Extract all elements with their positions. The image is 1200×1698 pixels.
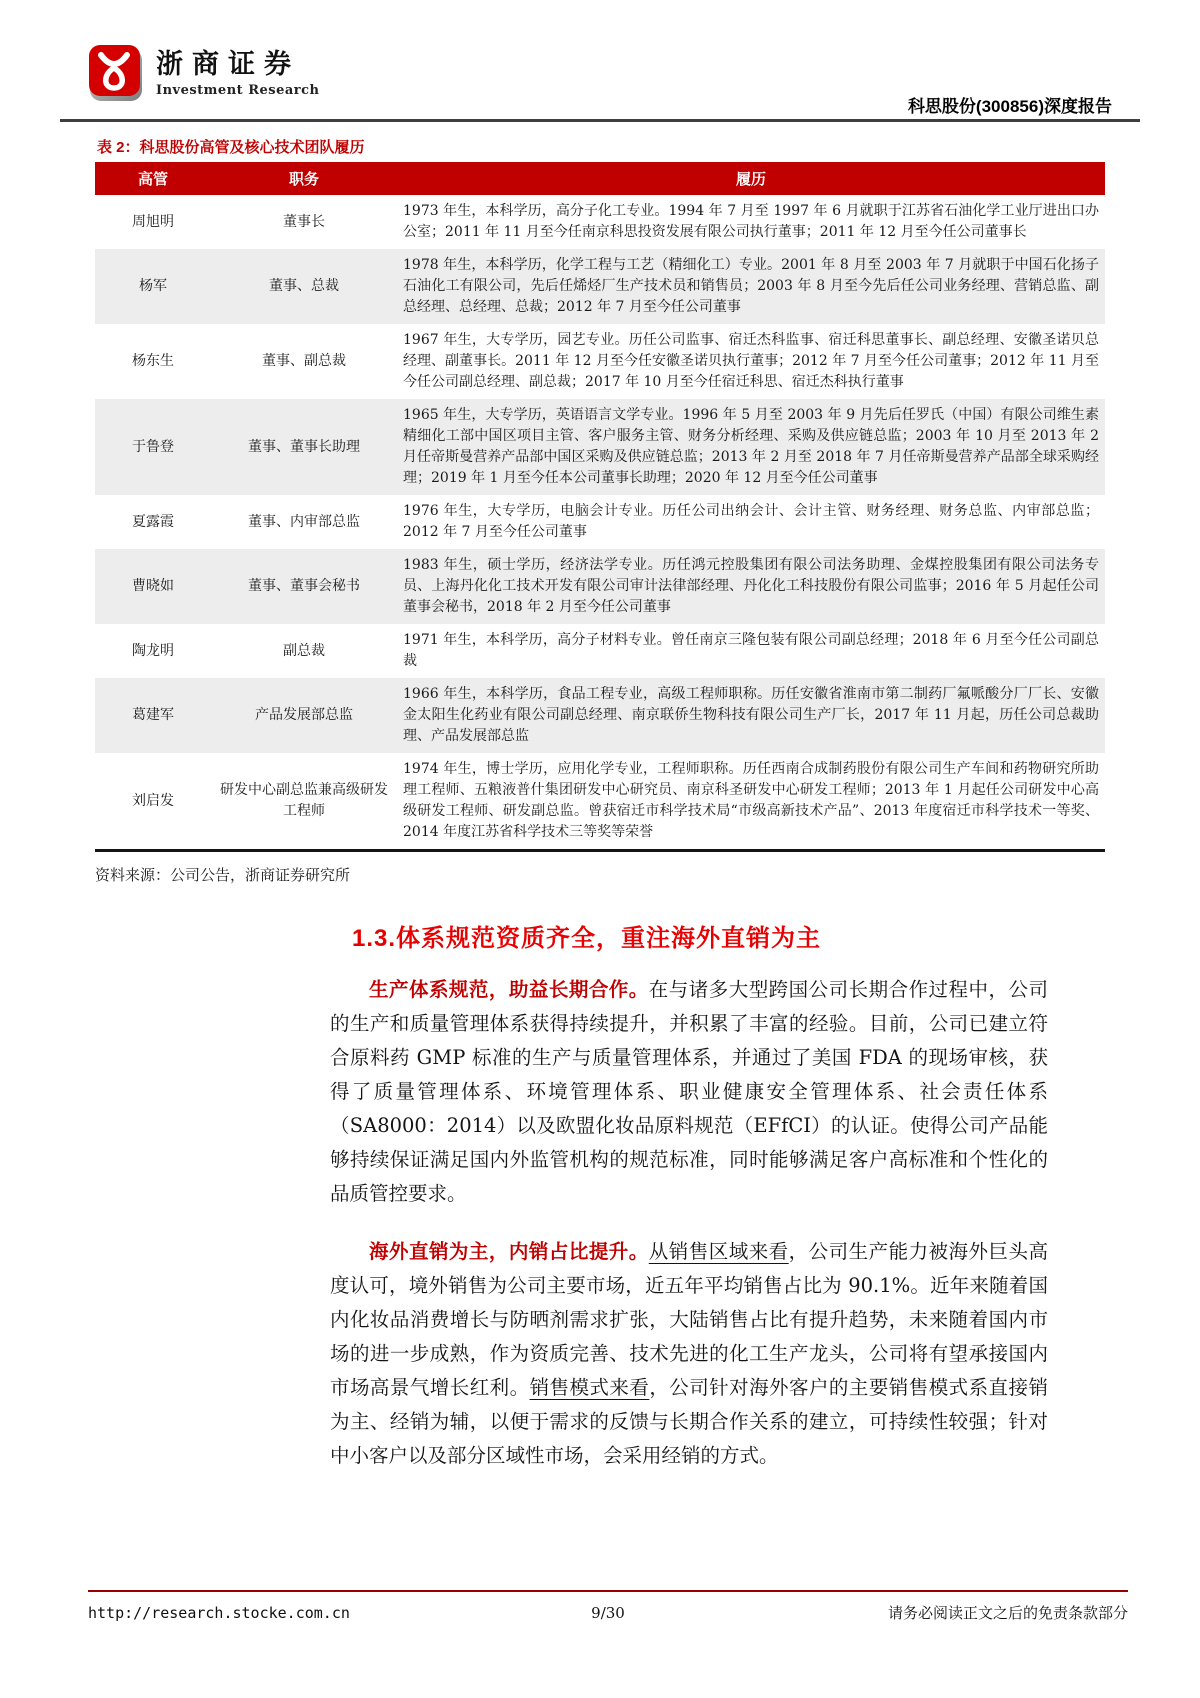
executive-resume: 1976 年生，大专学历，电脑会计专业。历任公司出纳会计、会计主管、财务经理、财务总监、内审部总监；2012 年 7 月至今任公司董事 <box>403 503 1099 540</box>
paragraph-text-underlined: 销售模式来看 <box>529 1376 650 1399</box>
executive-name: 杨东生 <box>132 353 174 369</box>
paragraph-text: ，公司针对海外客户的主要销售模式系直接销为主、经销为辅，以便于需求的反馈与长期合作关系的建立，可持续性较强；针对中小客户以及部分区域性市场，会采用经销的方式。 <box>330 1376 1048 1467</box>
footer <box>88 1602 1128 1623</box>
executive-name: 夏露霞 <box>132 513 174 530</box>
executive-resume: 1978 年生，本科学历，化学工程与工艺（精细化工）专业。2001 年 8 月至 2003 年 7 月就职于中国石化扬子石油化工有限公司，先后任烯烃厂生产技术员和销售员；2003 年 8 月至今先后任公司业务经理、营销总监、副总经理、总经理、总裁；2012 年 7 月至今任公司董事 <box>403 257 1099 315</box>
column-header-resume: 履历 <box>397 162 1105 195</box>
executive-name: 葛建军 <box>132 707 174 723</box>
executive-title: 产品发展部总监 <box>255 707 353 723</box>
footer-divider <box>88 1590 1128 1592</box>
paragraph-production-system <box>330 973 1048 1211</box>
table-row <box>95 753 1105 851</box>
executive-title: 董事、内审部总监 <box>248 513 360 530</box>
executive-resume: 1966 年生，本科学历，食品工程专业，高级工程师职称。历任安徽省淮南市第二制药厂氟哌酸分厂厂长、安徽金太阳生化药业有限公司副总经理、南京联侨生物科技有限公司生产厂长，2017 年 11 月起，历任公司总裁助理、产品发展部总监 <box>403 686 1099 744</box>
executive-resume: 1983 年生，硕士学历，经济法学专业。历任鸿元控股集团有限公司法务助理、金煤控股集团有限公司法务专员、上海丹化化工技术开发有限公司审计法律部经理、丹化化工科技股份有限公司监事；2016 年 5 月起任公司董事会秘书，2018 年 2 月至今任公司董事 <box>403 557 1099 615</box>
executive-name: 陶龙明 <box>132 642 174 659</box>
column-header-executive: 高管 <box>95 162 211 195</box>
table-row <box>95 549 1105 624</box>
table-header-row <box>95 162 1105 195</box>
report-title: 科思股份(300856)深度报告 <box>907 97 1112 116</box>
paragraph-text: ，公司生产能力被海外巨头高度认可，境外销售为公司主要市场，近五年平均销售占比为 90.1%。近年来随着国内化妆品消费增长与防晒剂需求扩张，大陆销售占比有提升趋势，未来随着国内市场的进一步成熟，作为资质完善、技术先进的化工生产龙头，公司将有望承接国内市场高景气增长红利。 <box>330 1240 1048 1399</box>
section-1-3 <box>330 918 1048 1497</box>
column-header-position: 职务 <box>211 162 397 195</box>
executive-title: 董事、总裁 <box>269 278 339 294</box>
brand-text <box>156 44 320 98</box>
paragraph-text: 在与诸多大型跨国公司长期合作过程中，公司的生产和质量管理体系获得持续提升，并积累了丰富的经验。目前，公司已建立符合原料药 GMP 标准的生产与质量管理体系，并通过了美国 FDA 的现场审核，获得了质量管理体系、环境管理体系、职业健康安全管理体系、社会责任体系（SA8000：2014）以及欧盟化妆品原料规范（EFfCI）的认证。使得公司产品能够持续保证满足国内外监管机构的规范标准，同时能够满足客户高标准和个性化的品质管控要求。 <box>330 978 1048 1205</box>
brand-name-cn: 浙商证券 <box>156 49 300 80</box>
executive-resume: 1967 年生，大专学历，园艺专业。历任公司监事、宿迁杰科监事、宿迁科思董事长、副总经理、安徽圣诺贝总经理、副董事长。2011 年 12 月至今任安徽圣诺贝执行董事；2012 年 7 月至今任公司董事；2012 年 11 月至今任公司副总经理、副总裁；2017 年 10 月至今任宿迁科思、宿迁杰科执行董事 <box>403 332 1099 390</box>
executive-resume: 1965 年生，大专学历，英语语言文学专业。1996 年 5 月至 2003 年 9 月先后任罗氏（中国）有限公司维生素精细化工部中国区项目主管、客户服务主管、财务分析经理、采购及供应链总监；2003 年 10 月至 2013 年 2 月任帝斯曼营养产品部中国区采购及供应链总监；2013 年 2 月至 2018 年 7 月任帝斯曼营养产品部全球采购经理；2019 年 1 月至今任本公司董事长助理；2020 年 12 月至今任公司董事 <box>403 407 1099 486</box>
section-heading: 1.3.体系规范资质齐全，重注海外直销为主 <box>352 925 822 952</box>
executive-table <box>95 162 1105 852</box>
executive-title: 董事、副总裁 <box>262 353 346 369</box>
table-row <box>95 495 1105 549</box>
source-note: 资料来源：公司公告，浙商证券研究所 <box>95 866 351 884</box>
executive-title: 副总裁 <box>283 642 325 659</box>
executive-resume: 1971 年生，本科学历，高分子材料专业。曾任南京三隆包装有限公司副总经理；2018 年 6 月至今任公司副总裁 <box>403 632 1099 669</box>
table-row <box>95 324 1105 399</box>
table-row <box>95 249 1105 324</box>
table-row <box>95 678 1105 753</box>
executive-name: 刘启发 <box>132 792 174 809</box>
zheshang-logo-icon <box>88 44 144 102</box>
executive-title: 董事长 <box>283 213 325 230</box>
footer-disclaimer: 请务必阅读正文之后的免责条款部分 <box>887 1604 1128 1622</box>
footer-research-url[interactable]: http://research.stocke.com.cn <box>88 1604 350 1622</box>
executive-title: 董事、董事长助理 <box>248 438 360 455</box>
header-brand <box>88 44 320 102</box>
paragraph-sales-model <box>330 1235 1048 1473</box>
executive-resume: 1973 年生，本科学历，高分子化工专业。1994 年 7 月至 1997 年 6 月就职于江苏省石油化学工业厅进出口办公室；2011 年 11 月至今任南京科思投资发展有限公司执行董事；2011 年 12 月至今任公司董事长 <box>403 203 1099 240</box>
table-caption: 表 2：科思股份高管及核心技术团队履历 <box>97 139 365 156</box>
executive-name: 于鲁登 <box>132 438 174 455</box>
header-divider <box>60 119 1140 122</box>
executive-title: 董事、董事会秘书 <box>248 578 360 594</box>
paragraph-lead: 海外直销为主，内销占比提升。 <box>369 1240 649 1263</box>
brand-name-en: Investment Research <box>156 82 320 98</box>
executive-name: 周旭明 <box>132 213 174 230</box>
executive-title: 研发中心副总监兼高级研发工程师 <box>220 782 388 819</box>
table-row <box>95 399 1105 495</box>
executive-table-section <box>95 136 1105 885</box>
executive-resume: 1974 年生，博士学历，应用化学专业，工程师职称。历任西南合成制药股份有限公司生产车间和药物研究所助理工程师、五粮液普什集团研发中心研究员、南京科圣研发中心研发工程师；2013 年 1 月起任公司研发中心高级研发工程师、研发副总监。曾获宿迁市科学技术局“市级高新技术产品”、2013 年度宿迁市科学技术一等奖、2014 年度江苏省科学技术三等奖等荣誉 <box>403 761 1099 840</box>
table-row <box>95 624 1105 678</box>
page-number: 9/30 <box>591 1604 625 1622</box>
paragraph-text-underlined: 从销售区域来看 <box>648 1240 789 1263</box>
executive-name: 曹晓如 <box>132 578 174 594</box>
executive-name: 杨军 <box>139 278 167 294</box>
table-row <box>95 195 1105 249</box>
paragraph-lead: 生产体系规范，助益长期合作。 <box>369 978 649 1001</box>
